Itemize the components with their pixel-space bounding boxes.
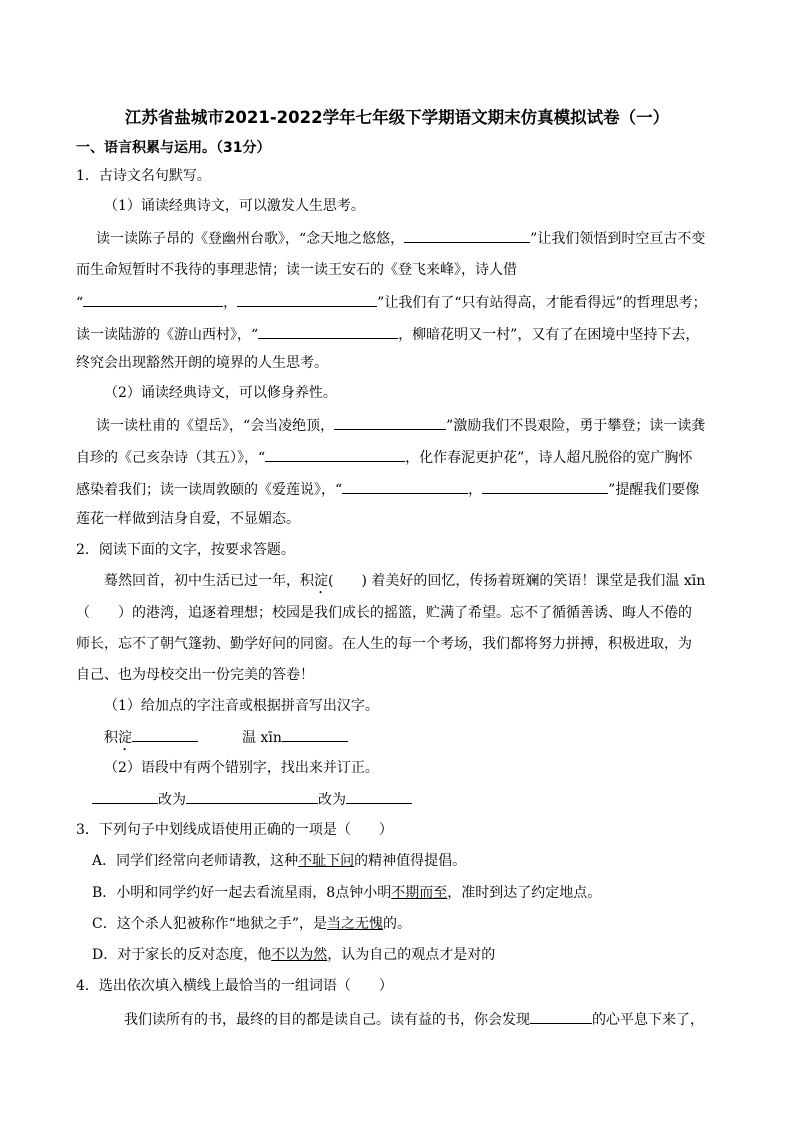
option-d — [92, 945, 734, 965]
text: ，准时到达了约定地点。 — [447, 885, 602, 901]
q1-line — [76, 447, 734, 468]
q1-line: 终究会出现豁然开朗的境界的人生思考。 — [76, 355, 328, 371]
text: 自珍的《己亥杂诗（其五）》，“ — [76, 450, 266, 466]
text: D．对于家长的反对态度，他 — [92, 947, 272, 963]
underlined-idiom: 不以为然 — [271, 947, 328, 963]
text: 读一读杜甫的《望岳》，“会当凌绝顶， — [96, 418, 335, 434]
underlined-idiom: 不期而至 — [391, 885, 448, 901]
answer-blank[interactable] — [346, 789, 412, 804]
q1-line — [96, 228, 734, 249]
q2-passage-line: 自己、也为母校交出一份完美的答卷！ — [76, 667, 314, 683]
option-b — [92, 883, 734, 903]
text: 我们读所有的书，最终的目的都是读自己。读有益的书，你会发现 — [124, 1012, 530, 1028]
dotted-char: 淀 — [314, 573, 328, 589]
text: 蓦然回首，初中生活已过一年，积 — [104, 573, 314, 589]
q2-passage-line: （ ）的港湾，追逐着理想；校园是我们成长的摇篮，贮满了希望。忘不了循循善诱、晦人不倦的 — [76, 605, 692, 621]
q1-line — [76, 479, 734, 500]
text: 的。 — [383, 916, 412, 932]
answer-blank[interactable] — [258, 324, 398, 339]
answer-blank[interactable] — [334, 415, 446, 430]
q2-sub1: （1）给加点的字注音或根据拼音写出汉字。 — [104, 698, 379, 714]
text: 改为 — [318, 792, 346, 808]
q1-part1-intro: （1）诵读经典诗文，可以激发人生思考。 — [104, 198, 365, 214]
option-c — [92, 914, 734, 934]
q1-line: 而生命短暂时不我待的事理悲情；读一读王安石的《登飞来峰》，诗人借 — [76, 262, 517, 278]
text: 读一读陈子昂的《登幽州台歌》，“念天地之悠悠， — [96, 231, 405, 247]
question-2-heading: 2．阅读下面的文字，按要求答题。 — [76, 542, 295, 558]
text: A．同学们经常向老师请教，这种 — [92, 853, 299, 869]
section-heading: 一、语言积累与运用。（31分） — [76, 140, 271, 156]
text: ”激励我们不畏艰险，勇于攀登；读一读龚 — [446, 418, 706, 434]
text: C．这个杀人犯被称作“地狱之手”，是 — [92, 916, 328, 932]
text: 改为 — [158, 792, 186, 808]
option-a — [92, 851, 734, 871]
answer-blank[interactable] — [83, 292, 223, 307]
answer-blank[interactable] — [404, 228, 530, 243]
exam-title: 江苏省盐城市2021-2022学年七年级下学期语文期末仿真模拟试卷（一） — [124, 108, 670, 127]
question-3-heading: 3．下列句子中划线成语使用正确的一项是（ ） — [76, 822, 393, 838]
text: “ — [76, 295, 84, 311]
answer-blank[interactable] — [282, 727, 348, 742]
q2-passage-line — [104, 571, 734, 597]
text: 感染着我们；读一读周敦颐的《爱莲说》，“ — [76, 482, 343, 498]
text: ”提醒我们要像 — [608, 482, 700, 498]
text: ( ) 着美好的回忆，传扬着斑斓的笑语！课堂是我们温 xīn — [328, 573, 706, 589]
dotted-char: 淀 — [118, 730, 132, 746]
answer-blank[interactable] — [530, 1009, 592, 1024]
q1-line — [76, 324, 734, 345]
text: ，认为自己的观点才是对的 — [327, 947, 496, 963]
q2-passage-line: 师长，忘不了朝气篷勃、勤学好问的同窗。在人生的每一个考场，我们都将努力拼搏，积极进取，为 — [76, 636, 692, 652]
question-1-heading: 1．古诗文名句默写。 — [76, 168, 211, 184]
underlined-idiom: 当之无愧 — [327, 916, 384, 932]
answer-blank[interactable] — [482, 479, 608, 494]
q4-passage-line — [124, 1009, 734, 1030]
text: 温 xīn — [242, 730, 282, 746]
text: ，化作春泥更护花”，诗人超凡脱俗的宽广胸怀 — [405, 450, 693, 466]
q1-line — [76, 292, 734, 313]
answer-blank[interactable] — [92, 789, 158, 804]
text: ， — [223, 295, 238, 311]
answer-blank[interactable] — [237, 292, 377, 307]
answer-blank[interactable] — [186, 789, 318, 804]
q2-sub2-answers — [92, 789, 734, 810]
text: 的心平息下来了， — [592, 1012, 704, 1028]
text: 积 — [104, 730, 118, 746]
q2-sub1-answers — [104, 727, 734, 754]
text: ， — [468, 482, 483, 498]
text: ”让我们领悟到时空亘古不变 — [530, 231, 706, 247]
answer-blank[interactable] — [342, 479, 468, 494]
underlined-idiom: 不耻下问 — [298, 853, 355, 869]
answer-blank[interactable] — [132, 727, 198, 742]
text: B．小明和同学约好一起去看流星雨，8点钟小明 — [92, 885, 392, 901]
q1-part2-intro: （2）诵读经典诗文，可以修身养性。 — [104, 385, 337, 401]
q2-sub2: （2）语段中有两个错别字，找出来并订正。 — [104, 760, 379, 776]
q1-line — [96, 415, 734, 436]
text: 读一读陆游的《游山西村》，“ — [76, 327, 259, 343]
question-4-heading: 4．选出依次填入横线上最恰当的一组词语（ ） — [76, 978, 393, 994]
text: ，柳暗花明又一村”，又有了在困境中坚持下去， — [398, 327, 700, 343]
text: 的精神值得提倡。 — [354, 853, 467, 869]
text: ”让我们有了“只有站得高，才能看得远”的哲理思考； — [377, 295, 707, 311]
q1-line: 莲花一样做到洁身自爱，不显媚态。 — [76, 511, 300, 527]
answer-blank[interactable] — [265, 447, 405, 462]
